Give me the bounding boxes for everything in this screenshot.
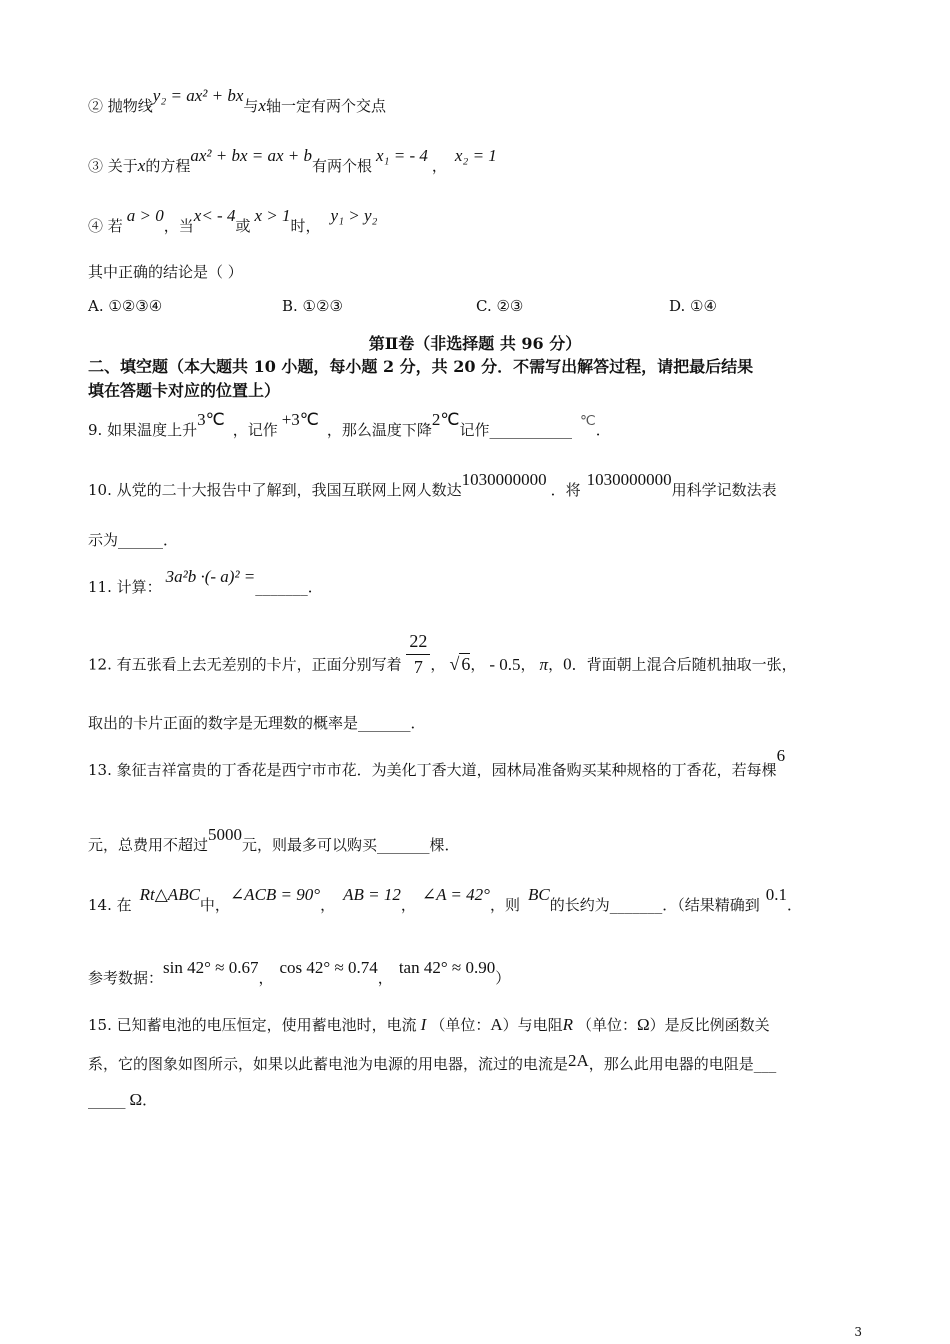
question-10: [88, 470, 777, 500]
q9-text-d: 记作___________: [459, 421, 573, 439]
q9-end: ．: [595, 421, 611, 439]
section-header-line1: 二、填空题（本大题共 10 小题，每小题 2 分，共 20 分．不需写出解答过程，请把最后结果: [88, 357, 754, 376]
question-14: [88, 885, 802, 915]
q10-text-b: ．将: [550, 481, 581, 499]
q12-fraction-numerator: 22: [406, 628, 430, 655]
question-13-line2: [88, 825, 460, 855]
statement-2-suffix: 与: [243, 97, 259, 115]
q14-sep-2: ，: [400, 896, 416, 914]
q15-current-value: 2A: [568, 1051, 589, 1070]
statement-2: [88, 86, 386, 116]
q15-current-symbol: I: [420, 1015, 427, 1034]
choice-b: B. ①②③: [282, 297, 343, 315]
question-15-line2: [88, 1051, 777, 1074]
q14-condition-3: ∠A = 42°: [421, 885, 490, 904]
statement-3-var: x: [137, 156, 146, 175]
q9-unit: ℃: [580, 414, 596, 429]
q15-line3-blank: _____: [88, 1091, 126, 1109]
statement-2-prefix: ② 抛物线: [88, 97, 153, 115]
q14-reference-sep-1: ，: [258, 969, 274, 987]
question-10-line2: 示为______．: [88, 531, 179, 549]
q14-sep-1: ，: [320, 896, 336, 914]
q14-reference-sep-2: ，: [377, 969, 393, 987]
q11-text-a: 11. 计算：: [88, 578, 162, 596]
q10-text-c: 用科学记数法表: [671, 481, 777, 499]
q15-unit-ohm: Ω: [637, 1015, 650, 1034]
q14-reference-sin: sin 42° ≈ 0.67: [163, 958, 259, 977]
q12-fraction: [406, 628, 430, 679]
question-15: [88, 1015, 770, 1035]
statement-4-cond3: x > 1: [254, 206, 291, 225]
q13-value-1: 6: [776, 746, 786, 765]
q15-text-c: ）与电阻: [502, 1016, 563, 1034]
page-number: 3: [854, 1325, 862, 1339]
statement-2-formula: y₂ = ax² + bx: [152, 86, 244, 105]
q12-sep-3: ，: [520, 655, 536, 674]
q14-condition-2: AB = 12: [343, 885, 401, 904]
q14-precision: 0.1: [765, 885, 787, 904]
q15-text-d: （单位：: [577, 1016, 638, 1034]
statement-3-prefix: ③ 关于: [88, 157, 138, 175]
q15-resistance-symbol: R: [562, 1015, 574, 1034]
statement-3-mid: 的方程: [145, 157, 191, 175]
q13-line2-text-b: 元，则最多可以购买_______棵．: [242, 836, 460, 854]
q10-value-1: 1030000000: [461, 470, 547, 489]
q12-sqrt: √ 6: [449, 653, 471, 674]
q15-unit-ohm-2: Ω: [129, 1090, 143, 1109]
statement-4-mid: ，当: [163, 217, 194, 235]
q14-reference-end: ）: [495, 969, 511, 987]
statement-4-prefix: ④ 若: [88, 217, 123, 235]
statement-3: [88, 146, 497, 176]
statement-2-suffix-b: 轴一定有两个交点: [265, 97, 386, 115]
q14-text-c: ，则: [489, 896, 520, 914]
q14-text-a: 14. 在: [88, 896, 132, 914]
q9-value-1: 3℃: [197, 410, 225, 429]
q14-reference-cos: cos 42° ≈ 0.74: [279, 958, 378, 977]
question-11: [88, 567, 323, 597]
q10-text-a: 10. 从党的二十大报告中了解到，我国互联网上网人数达: [88, 481, 462, 499]
q14-end: ．: [786, 896, 802, 914]
q12-text-b: ．背面朝上混合后随机抽取一张，: [571, 655, 797, 674]
choice-d: D. ①④: [669, 297, 717, 315]
statement-3-mid2: 有两个根: [312, 157, 373, 175]
statement-3-root1: x₁ = - 4: [376, 146, 428, 165]
section-title: 第Ⅱ卷（非选择题 共 96 分）: [368, 334, 582, 353]
q15-text-b: （单位：: [430, 1016, 491, 1034]
q9-text-b: ，记作: [232, 421, 278, 439]
q15-line2-text-b: ，那么此用电器的电阻是___: [588, 1055, 777, 1073]
choice-a: A. ①②③④: [88, 297, 163, 315]
statement-4-cond: a > 0: [126, 206, 164, 225]
q13-line2-text-a: 元，总费用不超过: [88, 836, 209, 854]
q9-value-2: +3℃: [281, 410, 319, 429]
q14-reference-label: 参考数据：: [88, 969, 164, 987]
q15-line2-text-a: 系，它的图象如图所示，如果以此蓄电池为电源的用电器，流过的电流是: [88, 1055, 569, 1073]
q14-text-d: 的长约为_______．（结果精确到: [549, 896, 760, 914]
question-12: [88, 631, 797, 680]
q12-sep-2: ，: [470, 655, 486, 674]
statement-3-root2: x₂ = 1: [454, 146, 497, 165]
section-header-line2: 填在答题卡对应的位置上）: [88, 381, 281, 400]
q12-fraction-denominator: 7: [413, 657, 423, 677]
question-stem: 其中正确的结论是（ ）: [88, 263, 243, 281]
question-14-reference: [88, 958, 511, 988]
question-15-line3: [88, 1090, 157, 1110]
q15-text-e: ）是反比例函数关: [649, 1016, 770, 1034]
q12-sqrt-value: 6: [461, 653, 471, 674]
question-13: [88, 746, 786, 780]
q9-text-a: 9. 如果温度上升: [88, 421, 198, 439]
statement-3-formula: ax² + bx = ax + b: [190, 146, 312, 165]
statement-4-mid2: 时，: [290, 217, 321, 235]
statement-4-or: 或: [235, 217, 251, 235]
q9-value-3: 2℃: [431, 410, 460, 429]
q15-text-a: 15. 已知蓄电池的电压恒定，使用蓄电池时，电流: [88, 1016, 417, 1034]
q12-text-a: 12. 有五张看上去无差别的卡片，正面分别写着: [88, 655, 402, 674]
q10-value-2: 1030000000: [586, 470, 672, 489]
statement-2-var: x: [258, 96, 266, 115]
statement-4-result: y₁ > y₂: [330, 206, 378, 225]
q14-text-b: 中，: [199, 896, 230, 914]
question-12-line2: 取出的卡片正面的数字是无理数的概率是_______．: [88, 714, 426, 732]
q9-text-c: ，那么温度下降: [326, 421, 432, 439]
q14-reference-tan: tan 42° ≈ 0.90: [398, 958, 496, 977]
q14-triangle: Rt△ABC: [139, 885, 200, 904]
q14-segment: BC: [527, 885, 550, 904]
choice-c: C. ②③: [476, 297, 524, 315]
q12-value-pi: π: [539, 654, 549, 674]
q13-text-a: 13. 象征吉祥富贵的丁香花是西宁市市花．为美化丁香大道，园林局准备购买某种规格的丁香花，若每棵: [88, 761, 777, 779]
q11-expression: 3a²b ·(- a)² =: [165, 567, 256, 586]
q15-unit-ampere: A: [490, 1015, 503, 1034]
q14-condition-1: ∠ACB = 90°: [229, 885, 321, 904]
q12-sep-4: ，: [548, 655, 564, 674]
q11-blank: _______．: [255, 578, 323, 596]
statement-4-cond2: x< - 4: [193, 206, 236, 225]
q12-value-5: 0: [563, 654, 572, 674]
statement-3-comma: ，: [431, 157, 447, 175]
question-9: [88, 410, 611, 442]
q13-value-2: 5000: [208, 825, 243, 844]
q12-sep-1: ，: [430, 655, 446, 674]
q15-end: ．: [142, 1091, 158, 1109]
statement-4: [88, 206, 378, 236]
q12-value-3: - 0.5: [489, 654, 521, 674]
